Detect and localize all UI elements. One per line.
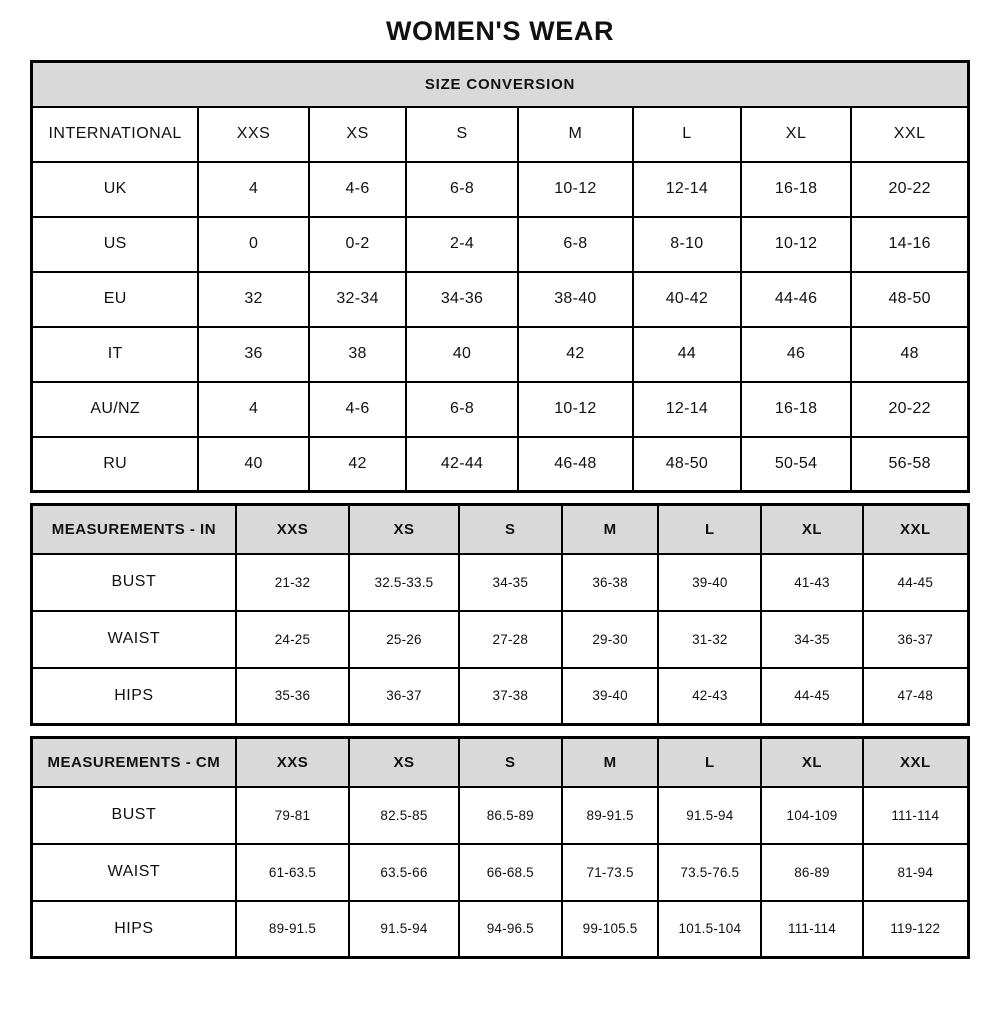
cell: 99-105.5 [562,901,659,958]
column-header: XXL [863,738,969,787]
cell: 111-114 [863,787,969,844]
table-row [32,327,969,382]
column-header: XXL [863,505,969,554]
cell: 34-35 [761,611,862,668]
cell: 94-96.5 [459,901,562,958]
cell: 24-25 [236,611,349,668]
cell: 27-28 [459,611,562,668]
cell: 12-14 [633,382,741,437]
banner-row [32,62,969,107]
table-row [32,611,969,668]
cell: 42-44 [406,437,518,492]
cell: 38 [309,327,406,382]
cell: 10-12 [518,382,633,437]
cell: 46-48 [518,437,633,492]
cell: 66-68.5 [459,844,562,901]
column-header: L [658,505,761,554]
size-chart-page [30,16,970,959]
cell: 73.5-76.5 [658,844,761,901]
cell: 32.5-33.5 [349,554,459,611]
cell: 61-63.5 [236,844,349,901]
cell: 119-122 [863,901,969,958]
cell: 4-6 [309,382,406,437]
cell: 6-8 [406,162,518,217]
column-header: XXL [851,107,968,162]
cell: 42-43 [658,668,761,725]
cell: 36-37 [349,668,459,725]
column-header: XXS [236,738,349,787]
table-row [32,272,969,327]
row-label: BUST [32,787,236,844]
cell: 48 [851,327,968,382]
cell: 32-34 [309,272,406,327]
cell: 25-26 [349,611,459,668]
header-label: MEASUREMENTS - IN [32,505,236,554]
cell: 40 [198,437,309,492]
row-label: HIPS [32,668,236,725]
cell: 111-114 [761,901,862,958]
row-label: EU [32,272,199,327]
row-label: IT [32,327,199,382]
cell: 39-40 [658,554,761,611]
column-header: S [459,738,562,787]
cell: 86.5-89 [459,787,562,844]
table-row [32,217,969,272]
column-header: S [459,505,562,554]
cell: 48-50 [851,272,968,327]
header-row [32,505,969,554]
cell: 44-46 [741,272,852,327]
cell: 6-8 [406,382,518,437]
cell: 44-45 [863,554,969,611]
cell: 4 [198,162,309,217]
measurements-in-table [30,503,970,726]
cell: 56-58 [851,437,968,492]
cell: 38-40 [518,272,633,327]
column-header: XL [761,505,862,554]
table-row [32,554,969,611]
cell: 39-40 [562,668,659,725]
cell: 91.5-94 [658,787,761,844]
row-label: WAIST [32,611,236,668]
row-label: AU/NZ [32,382,199,437]
cell: 21-32 [236,554,349,611]
cell: 4-6 [309,162,406,217]
row-label: WAIST [32,844,236,901]
cell: 32 [198,272,309,327]
cell: 36-38 [562,554,659,611]
cell: 31-32 [658,611,761,668]
column-header: XS [349,505,459,554]
cell: 36-37 [863,611,969,668]
cell: 41-43 [761,554,862,611]
table-row [32,844,969,901]
header-label: MEASUREMENTS - CM [32,738,236,787]
cell: 71-73.5 [562,844,659,901]
cell: 101.5-104 [658,901,761,958]
cell: 91.5-94 [349,901,459,958]
cell: 89-91.5 [562,787,659,844]
size-conversion-table [30,60,970,493]
table-row [32,162,969,217]
measurements-cm-table [30,736,970,959]
header-row [32,107,969,162]
column-header: L [633,107,741,162]
cell: 40 [406,327,518,382]
table-row [32,668,969,725]
table-row [32,437,969,492]
cell: 37-38 [459,668,562,725]
cell: 35-36 [236,668,349,725]
cell: 44-45 [761,668,862,725]
cell: 10-12 [741,217,852,272]
cell: 0-2 [309,217,406,272]
cell: 16-18 [741,382,852,437]
column-header: XXS [198,107,309,162]
cell: 48-50 [633,437,741,492]
cell: 29-30 [562,611,659,668]
cell: 6-8 [518,217,633,272]
row-label: RU [32,437,199,492]
table-row [32,901,969,958]
row-label: HIPS [32,901,236,958]
cell: 89-91.5 [236,901,349,958]
column-header: XXS [236,505,349,554]
cell: 0 [198,217,309,272]
row-label: BUST [32,554,236,611]
cell: 104-109 [761,787,862,844]
cell: 12-14 [633,162,741,217]
page-title: WOMEN'S WEAR [385,16,615,46]
cell: 86-89 [761,844,862,901]
column-header: XS [349,738,459,787]
cell: 79-81 [236,787,349,844]
cell: 14-16 [851,217,968,272]
cell: 50-54 [741,437,852,492]
cell: 42 [309,437,406,492]
table-banner: SIZE CONVERSION [32,62,969,107]
cell: 47-48 [863,668,969,725]
row-label: US [32,217,199,272]
cell: 44 [633,327,741,382]
cell: 4 [198,382,309,437]
row-label: UK [32,162,199,217]
cell: 40-42 [633,272,741,327]
column-header: XL [761,738,862,787]
cell: 2-4 [406,217,518,272]
table-row [32,382,969,437]
cell: 63.5-66 [349,844,459,901]
cell: 20-22 [851,162,968,217]
cell: 34-35 [459,554,562,611]
cell: 81-94 [863,844,969,901]
column-header: L [658,738,761,787]
header-label: INTERNATIONAL [32,107,199,162]
cell: 82.5-85 [349,787,459,844]
column-header: M [562,738,659,787]
cell: 20-22 [851,382,968,437]
table-row [32,787,969,844]
column-header: S [406,107,518,162]
cell: 34-36 [406,272,518,327]
column-header: M [518,107,633,162]
cell: 10-12 [518,162,633,217]
cell: 36 [198,327,309,382]
column-header: XS [309,107,406,162]
column-header: XL [741,107,852,162]
cell: 42 [518,327,633,382]
column-header: M [562,505,659,554]
cell: 46 [741,327,852,382]
cell: 16-18 [741,162,852,217]
cell: 8-10 [633,217,741,272]
header-row [32,738,969,787]
